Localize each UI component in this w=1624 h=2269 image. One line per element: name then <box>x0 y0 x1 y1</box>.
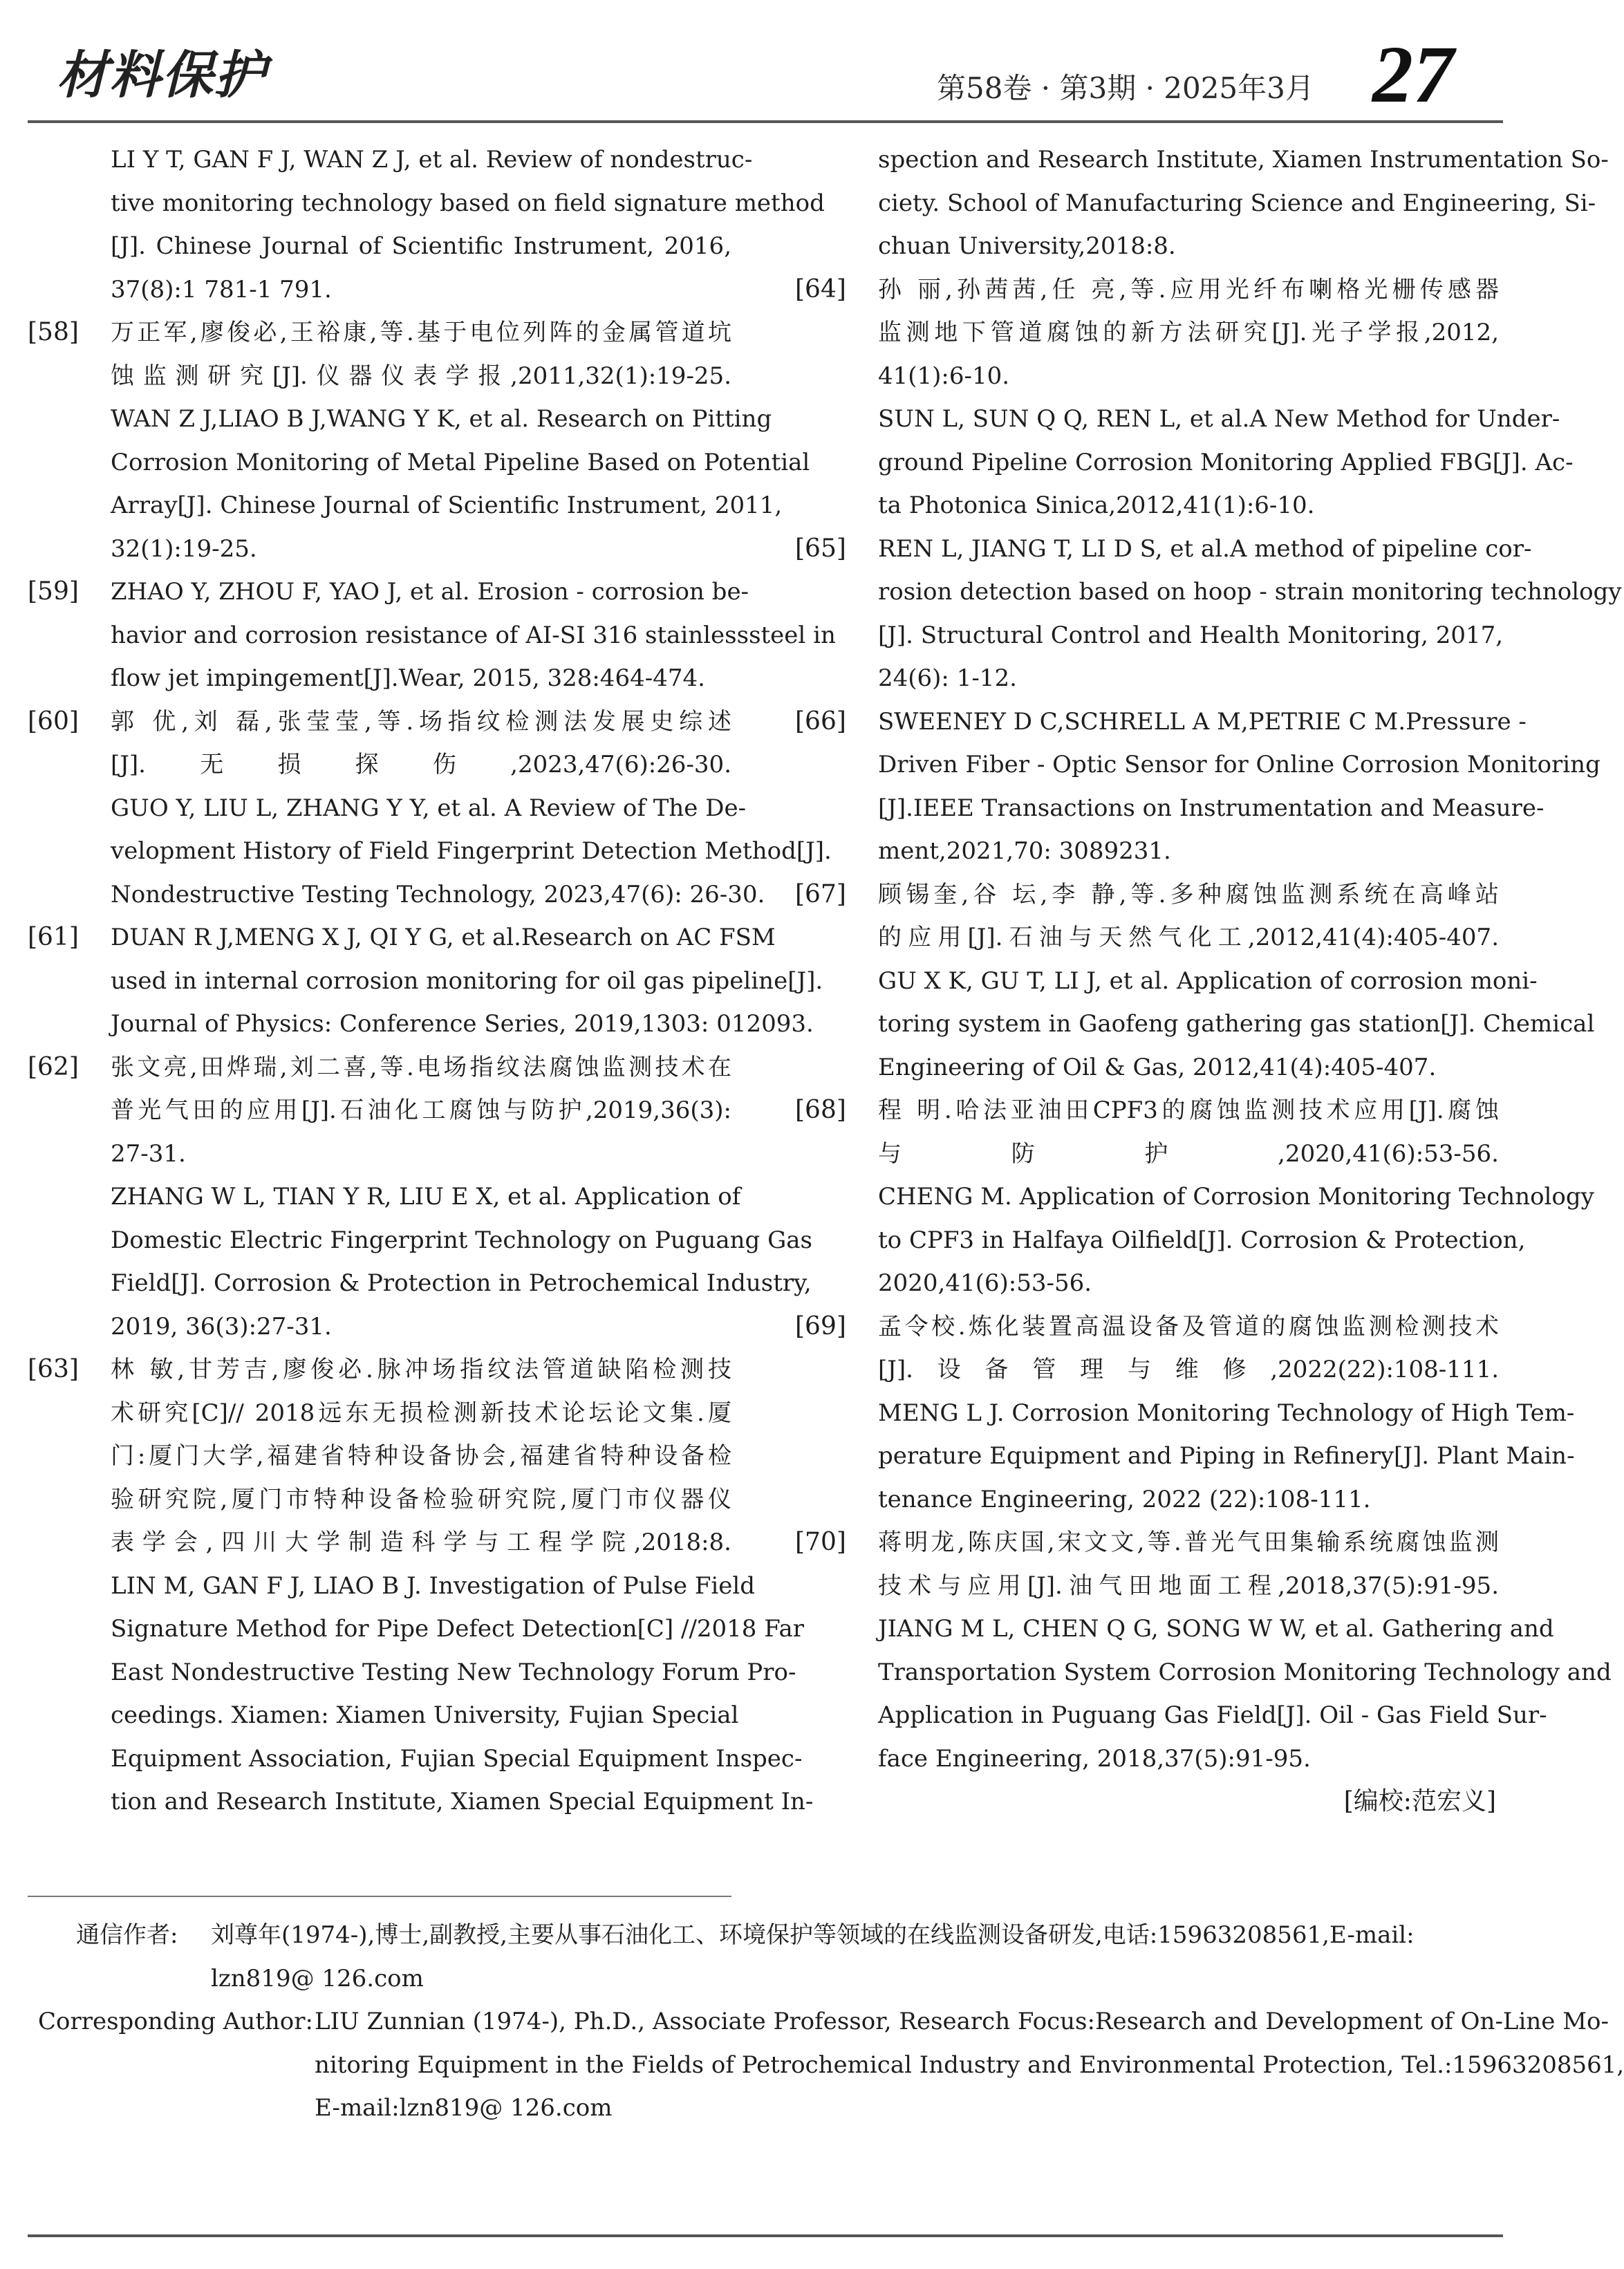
reference-entry <box>28 311 810 570</box>
reference-number: [58] <box>28 318 79 346</box>
reference-line: Domestic Electric Fingerprint Technology on Puguang Gas <box>111 1226 813 1254</box>
reference-line: 程 明.哈法亚油田CPF3的腐蚀监测技术应用[J].腐蚀 <box>878 1096 1499 1124</box>
reference-line: Transportation System Corrosion Monitoring Technology and <box>878 1658 1612 1686</box>
reference-line: ta Photonica Sinica,2012,41(1):6-10. <box>878 492 1315 519</box>
reference-line: 2020,41(6):53-56. <box>878 1269 1092 1297</box>
reference-line: 37(8):1 781-1 791. <box>111 275 332 304</box>
reference-number: [67] <box>795 879 846 908</box>
reference-line: [J].设备管理与维修,2022(22):108-111. <box>878 1356 1499 1383</box>
reference-line: [J]. Chinese Journal of Scientific Instrument, 2016, <box>111 232 731 260</box>
reference-line: 蒋明龙,陈庆国,宋文文,等.普光气田集输系统腐蚀监测 <box>878 1529 1499 1556</box>
reference-line: ciety. School of Manufacturing Science and Engineering, Si- <box>878 189 1596 217</box>
bottom-rule <box>28 2234 1503 2237</box>
reference-line: tion and Research Institute, Xiamen Special Equipment In- <box>111 1788 814 1815</box>
reference-line: Array[J]. Chinese Journal of Scientific Instrument, 2011, <box>111 492 783 519</box>
footnote-cn-label: 通信作者: <box>76 1921 178 1949</box>
reference-line: [J].IEEE Transactions on Instrumentation and Measure- <box>878 794 1544 822</box>
reference-number: [68] <box>795 1096 846 1124</box>
reference-line: 监测地下管道腐蚀的新方法研究[J].光子学报,2012, <box>878 319 1499 346</box>
reference-line: 2019, 36(3):27-31. <box>111 1312 332 1341</box>
reference-line: 张文亮,田烨瑞,刘二喜,等.电场指纹法腐蚀监测技术在 <box>111 1053 731 1081</box>
reference-line: Signature Method for Pipe Defect Detection[C] //2018 Far <box>111 1615 805 1643</box>
reference-entry <box>28 1348 814 1824</box>
reference-line: perature Equipment and Piping in Refinery[J]. Plant Main- <box>878 1442 1575 1470</box>
reference-number: [59] <box>28 577 79 606</box>
reference-line: CHENG M. Application of Corrosion Monitoring Technology <box>878 1183 1594 1211</box>
reference-number: [70] <box>795 1528 846 1556</box>
reference-line: 41(1):6-10. <box>878 362 1010 390</box>
reference-line: Field[J]. Corrosion & Protection in Petrochemical Industry, <box>111 1269 812 1297</box>
reference-line: ceedings. Xiamen: Xiamen University, Fujian Special <box>111 1701 739 1729</box>
reference-line: LI Y T, GAN F J, WAN Z J, et al. Review of nondestruc- <box>111 146 753 174</box>
reference-entry <box>795 1305 1575 1522</box>
reference-line: [J].无损探伤,2023,47(6):26-30. <box>111 751 731 778</box>
reference-entry <box>795 1089 1594 1305</box>
reference-line: used in internal corrosion monitoring for oil gas pipeline[J]. <box>111 967 823 995</box>
reference-line: Application in Puguang Gas Field[J]. Oil - Gas Field Sur- <box>878 1701 1547 1729</box>
reference-line: spection and Research Institute, Xiamen Instrumentation So- <box>878 146 1609 174</box>
reference-line: face Engineering, 2018,37(5):91-95. <box>878 1744 1311 1773</box>
reference-line: [J]. Structural Control and Health Monitoring, 2017, <box>878 621 1504 649</box>
reference-line: tenance Engineering, 2022 (22):108-111. <box>878 1485 1371 1513</box>
reference-line: 普光气田的应用[J].石油化工腐蚀与防护,2019,36(3): <box>111 1096 731 1124</box>
reference-line: 24(6): 1-12. <box>878 664 1017 692</box>
footnote-rule <box>28 1896 731 1897</box>
reference-number: [69] <box>795 1311 846 1341</box>
footnote-en-label: Corresponding Author: <box>38 2008 313 2035</box>
reference-line: 郭 优,刘 磊,张莹莹,等.场指纹检测法发展史综述 <box>111 707 731 736</box>
reference-line: toring system in Gaofeng gathering gas station[J]. Chemical <box>878 1010 1595 1038</box>
reference-line: Corrosion Monitoring of Metal Pipeline Based on Potential <box>111 448 810 476</box>
reference-line: to CPF3 in Halfaya Oilfield[J]. Corrosion & Protection, <box>878 1226 1526 1254</box>
journal-logo: 材料保护 <box>57 46 267 105</box>
reference-line: 27-31. <box>111 1139 186 1168</box>
reference-line: 孟令校.炼化装置高温设备及管道的腐蚀监测检测技术 <box>878 1312 1499 1341</box>
reference-entry <box>795 527 1622 700</box>
reference-line: tive monitoring technology based on field signature method <box>111 189 825 217</box>
reference-line: LIN M, GAN F J, LIAO B J. Investigation of Pulse Field <box>111 1571 756 1600</box>
footnote-en-row-3 <box>76 2086 1500 2130</box>
reference-entry <box>28 916 823 1046</box>
reference-line: East Nondestructive Testing New Technology Forum Pro- <box>111 1658 796 1686</box>
issue-info: 第58卷 · 第3期 · 2025年3月 <box>937 71 1314 105</box>
editor-note: [编校:范宏义] <box>1343 1787 1496 1815</box>
footnote-cn-row-2 <box>76 1957 1500 2001</box>
reference-line: ZHANG W L, TIAN Y R, LIU E X, et al. Application of <box>111 1183 741 1211</box>
reference-line: 术研究[C]// 2018远东无损检测新技术论坛论文集.厦 <box>111 1399 731 1427</box>
reference-number: [63] <box>28 1355 79 1383</box>
reference-line: MENG L J. Corrosion Monitoring Technology of High Tem- <box>878 1399 1575 1427</box>
footnote-en-row-1 <box>38 2000 1609 2044</box>
reference-line: ground Pipeline Corrosion Monitoring Applied FBG[J]. Ac- <box>878 448 1574 476</box>
reference-number: [61] <box>28 923 79 951</box>
header-rule <box>28 120 1503 123</box>
reference-line: chuan University,2018:8. <box>878 232 1176 260</box>
reference-entry <box>28 570 836 700</box>
reference-entry <box>795 268 1574 527</box>
reference-line: 验研究院,厦门市特种设备检验研究院,厦门市仪器仪 <box>111 1485 731 1513</box>
reference-line: ZHAO Y, ZHOU F, YAO J, et al. Erosion - corrosion be- <box>111 578 749 606</box>
reference-line: GU X K, GU T, LI J, et al. Application of corrosion moni- <box>878 967 1538 995</box>
page-number: 27 <box>1372 29 1454 120</box>
reference-number: [65] <box>795 534 846 563</box>
footnote-cn-row-1 <box>76 1914 1500 1957</box>
reference-line: SWEENEY D C,SCHRELL A M,PETRIE C M.Pressure - <box>878 707 1527 736</box>
reference-line: Journal of Physics: Conference Series, 2019,1303: 012093. <box>111 1010 814 1038</box>
reference-line: 技术与应用[J].油气田地面工程,2018,37(5):91-95. <box>878 1571 1499 1600</box>
reference-entry <box>795 700 1600 873</box>
reference-line: 32(1):19-25. <box>111 534 257 563</box>
reference-line: Driven Fiber - Optic Sensor for Online Corrosion Monitoring <box>878 751 1600 778</box>
reference-line: Engineering of Oil & Gas, 2012,41(4):405-407. <box>878 1053 1437 1081</box>
reference-line: GUO Y, LIU L, ZHANG Y Y, et al. A Review of The De- <box>111 794 747 822</box>
reference-number: [60] <box>28 707 79 736</box>
right-column <box>795 138 1622 1824</box>
reference-line: 万正军,廖俊必,王裕康,等.基于电位列阵的金属管道坑 <box>111 319 731 346</box>
reference-line: havior and corrosion resistance of AI-SI 316 stainlesssteel in <box>111 621 836 649</box>
reference-entry <box>795 138 1609 268</box>
reference-line: 与防护,2020,41(6):53-56. <box>878 1139 1499 1168</box>
reference-number: [66] <box>795 707 846 736</box>
reference-line: flow jet impingement[J].Wear, 2015, 328:464-474. <box>111 664 705 692</box>
reference-entry <box>795 873 1595 1090</box>
footnote-en-text: E-mail:lzn819@ 126.com <box>315 2094 613 2122</box>
footnote-cn-text: 刘尊年(1974-),博士,副教授,主要从事石油化工、环境保护等领域的在线监测设备研发,电话:15963208561,E-mail: <box>211 1921 1415 1949</box>
reference-line: rosion detection based on hoop - strain monitoring technology <box>878 578 1622 606</box>
footnote-cn-text: lzn819@ 126.com <box>211 1964 424 1992</box>
reference-line: Nondestructive Testing Technology, 2023,47(6): 26-30. <box>111 880 765 908</box>
reference-line: velopment History of Field Fingerprint Detection Method[J]. <box>111 837 832 865</box>
reference-line: 门:厦门大学,福建省特种设备协会,福建省特种设备检 <box>111 1442 731 1470</box>
reference-number: [64] <box>795 274 846 304</box>
reference-line: 的应用[J].石油与天然气化工,2012,41(4):405-407. <box>878 924 1499 951</box>
corresponding-author-footnote <box>38 1914 1624 2130</box>
reference-line: 蚀监测研究[J].仪器仪表学报,2011,32(1):19-25. <box>111 362 731 390</box>
reference-number: [62] <box>28 1052 79 1081</box>
reference-line: ment,2021,70: 3089231. <box>878 837 1171 865</box>
footnote-en-text: LIU Zunnian (1974-), Ph.D., Associate Professor, Research Focus:Research and Development of On-Line Mo- <box>315 2008 1609 2035</box>
page-header <box>0 0 1527 131</box>
reference-line: Equipment Association, Fujian Special Equipment Inspec- <box>111 1744 803 1773</box>
reference-line: 表学会,四川大学制造科学与工程学院,2018:8. <box>111 1529 731 1556</box>
reference-line: DUAN R J,MENG X J, QI Y G, et al.Research on AC FSM <box>111 924 776 951</box>
reference-line: 林 敏,甘芳吉,廖俊必.脉冲场指纹法管道缺陷检测技 <box>111 1356 731 1383</box>
reference-entry <box>28 1046 813 1349</box>
reference-line: JIANG M L, CHEN Q G, SONG W W, et al. Gathering and <box>878 1615 1554 1643</box>
reference-line: SUN L, SUN Q Q, REN L, et al.A New Method for Under- <box>878 405 1560 433</box>
footnote-en-row-2 <box>76 2044 1624 2087</box>
footnote-en-text: nitoring Equipment in the Fields of Petrochemical Industry and Environmental Protection, Tel.:15963208561, <box>315 2051 1624 2079</box>
reference-entry <box>795 1521 1612 1780</box>
reference-line: 顾锡奎,谷 坛,李 静,等.多种腐蚀监测系统在高峰站 <box>878 880 1499 908</box>
reference-line: 孙 丽,孙茜茜,任 亮,等.应用光纤布喇格光栅传感器 <box>878 275 1499 304</box>
reference-line: WAN Z J,LIAO B J,WANG Y K, et al. Research on Pitting <box>111 405 772 433</box>
reference-line: REN L, JIANG T, LI D S, et al.A method of pipeline cor- <box>878 534 1532 563</box>
